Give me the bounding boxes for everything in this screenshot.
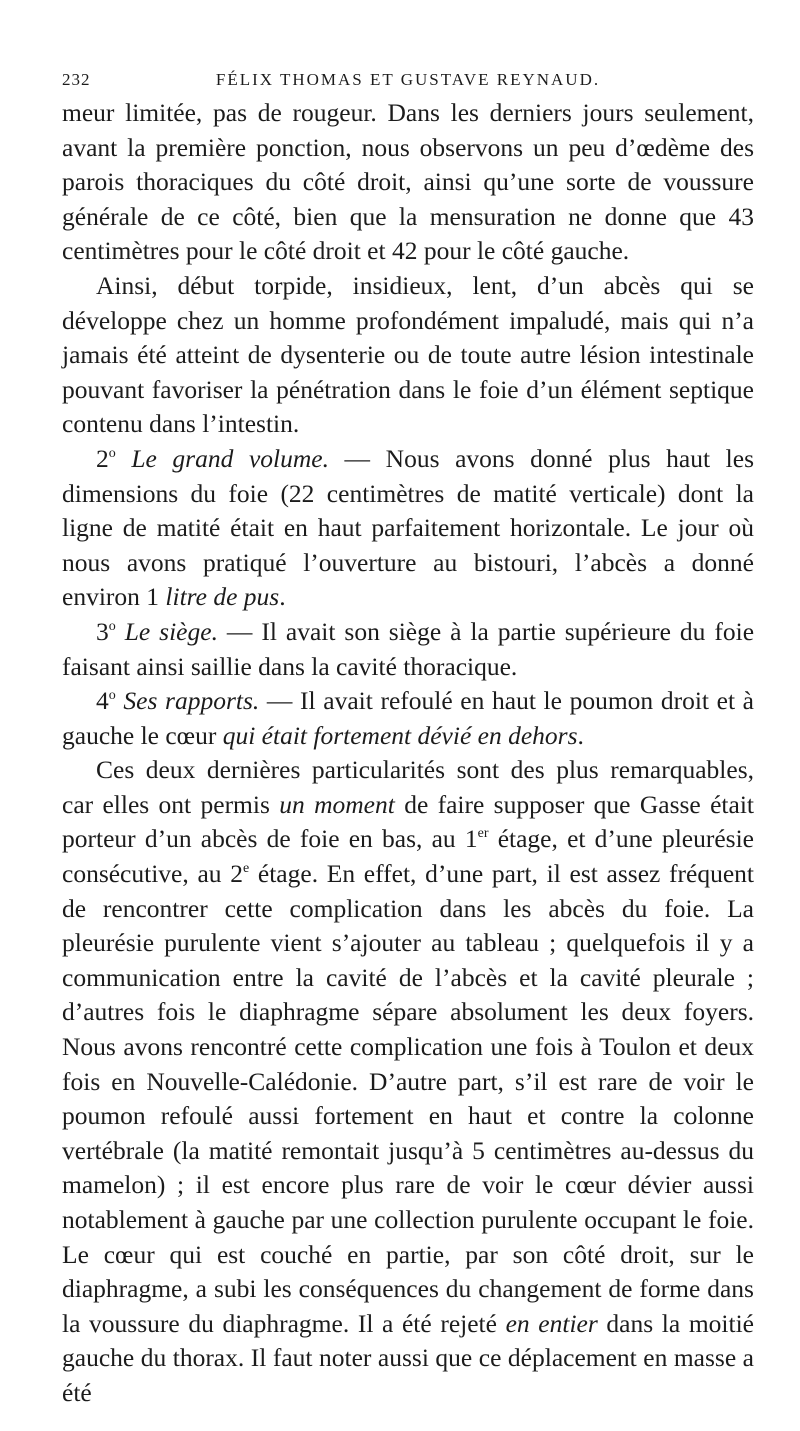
paragraph-siege — [62, 615, 754, 684]
text-run: — Il avait son siège à la partie supérieure du foie faisant ainsi saillie dans la cavité thoracique. — [62, 616, 755, 681]
text-run: de faire supposer que Gasse était porteur d’un abcès de foie en bas, au 1 — [62, 789, 754, 854]
item-number: 3 — [96, 616, 109, 646]
running-title: FÉLIX THOMAS ET GUSTAVE REYNAUD. — [215, 70, 601, 89]
paragraph-continuation: meur limitée, pas de rougeur. Dans les derniers jours seulement, avant la première ponction, nous observons un peu d’œdème des parois thoraciques du côté droit, ainsi qu’une sorte de voussure générale de ce côté, bien que la mensuration ne donne que 43 centimètres pour le côté droit et 42 pour le côté gauche. — [62, 98, 754, 266]
paragraph-particularites — [62, 753, 754, 1410]
item-title: Ses rapports. — [123, 686, 260, 716]
text-run: étage, et d’une pleurésie consécutive, au 2 — [62, 824, 754, 889]
degree-mark: o — [108, 445, 116, 461]
degree-mark: o — [108, 618, 116, 634]
ordinal-superscript: er — [477, 826, 489, 842]
item-number: 4 — [96, 686, 109, 716]
paragraph-grand-volume — [62, 442, 754, 615]
text-run: — Il avait refoulé en haut le poumon droit et à gauche le cœur — [62, 686, 754, 750]
ordinal-superscript: e — [242, 861, 250, 877]
paragraph-summary: Ainsi, début torpide, insidieux, lent, d’un abcès qui se développe chez un homme profondément impaludé, mais qui n’a jamais été atteint de dysenterie ou de toute autre lésion intestinale pouvant favoriser la pénétration dans le foie d’un élément septique contenu dans l’intestin. — [62, 270, 754, 439]
text-run: . — [577, 720, 584, 750]
paragraph-rapports — [62, 684, 754, 753]
text-run: — Nous avons donné plus haut les dimensions du foie (22 centimètres de matité verticale) dont la ligne de matité était en haut parfaitement horizontale. Le jour où nous avons pratiqué l’ouverture au bistouri, l’abcès a donné environ 1 — [62, 443, 755, 612]
item-title: Le grand volume. — [131, 443, 329, 473]
emphasis: litre de pus — [165, 582, 280, 612]
page-number: 232 — [62, 70, 91, 89]
emphasis: qui était fortement dévié en dehors — [222, 720, 578, 750]
emphasis: un moment — [279, 789, 395, 819]
degree-mark: o — [108, 688, 116, 704]
book-page — [62, 64, 754, 1411]
text-run: dans la moitié gauche du thorax. Il faut noter aussi que ce déplacement en masse a été — [62, 1308, 754, 1407]
body-text — [62, 96, 754, 1411]
emphasis: en entier — [505, 1308, 598, 1338]
page-header — [62, 64, 754, 96]
text-run: . — [279, 582, 286, 612]
item-number: 2 — [96, 443, 109, 473]
text-run: étage. En effet, d’une part, il est assez fréquent de rencontrer cette complication dans les abcès du foie. La pleurésie purulente vient s’ajouter au tableau ; quelquefois il y a communication entre la cavité de l’abcès et la cavité pleurale ; d’autres fois le diaphragme sépare absolument les deux foyers. Nous avons rencontré cette complication une fois à Toulon et deux fois en Nouvelle-Calédonie. D’autre part, s’il est rare de voir le poumon refoulé aussi fortement en haut et contre la colonne vertébrale (la matité remontait jusqu’à 5 centimètres au-dessus du mamelon) ; il est encore plus rare de voir le cœur dévier aussi notablement à gauche par une collection purulente occupant le foie. Le cœur qui est couché en partie, par son côté droit, sur le diaphragme, a subi les conséquences du changement de forme dans la voussure du diaphragme. Il a été rejeté — [62, 859, 754, 1338]
text-run: Ces deux dernières particularités sont des plus remarquables, car elles ont permis — [62, 755, 754, 819]
item-title: Le siège. — [124, 616, 218, 646]
